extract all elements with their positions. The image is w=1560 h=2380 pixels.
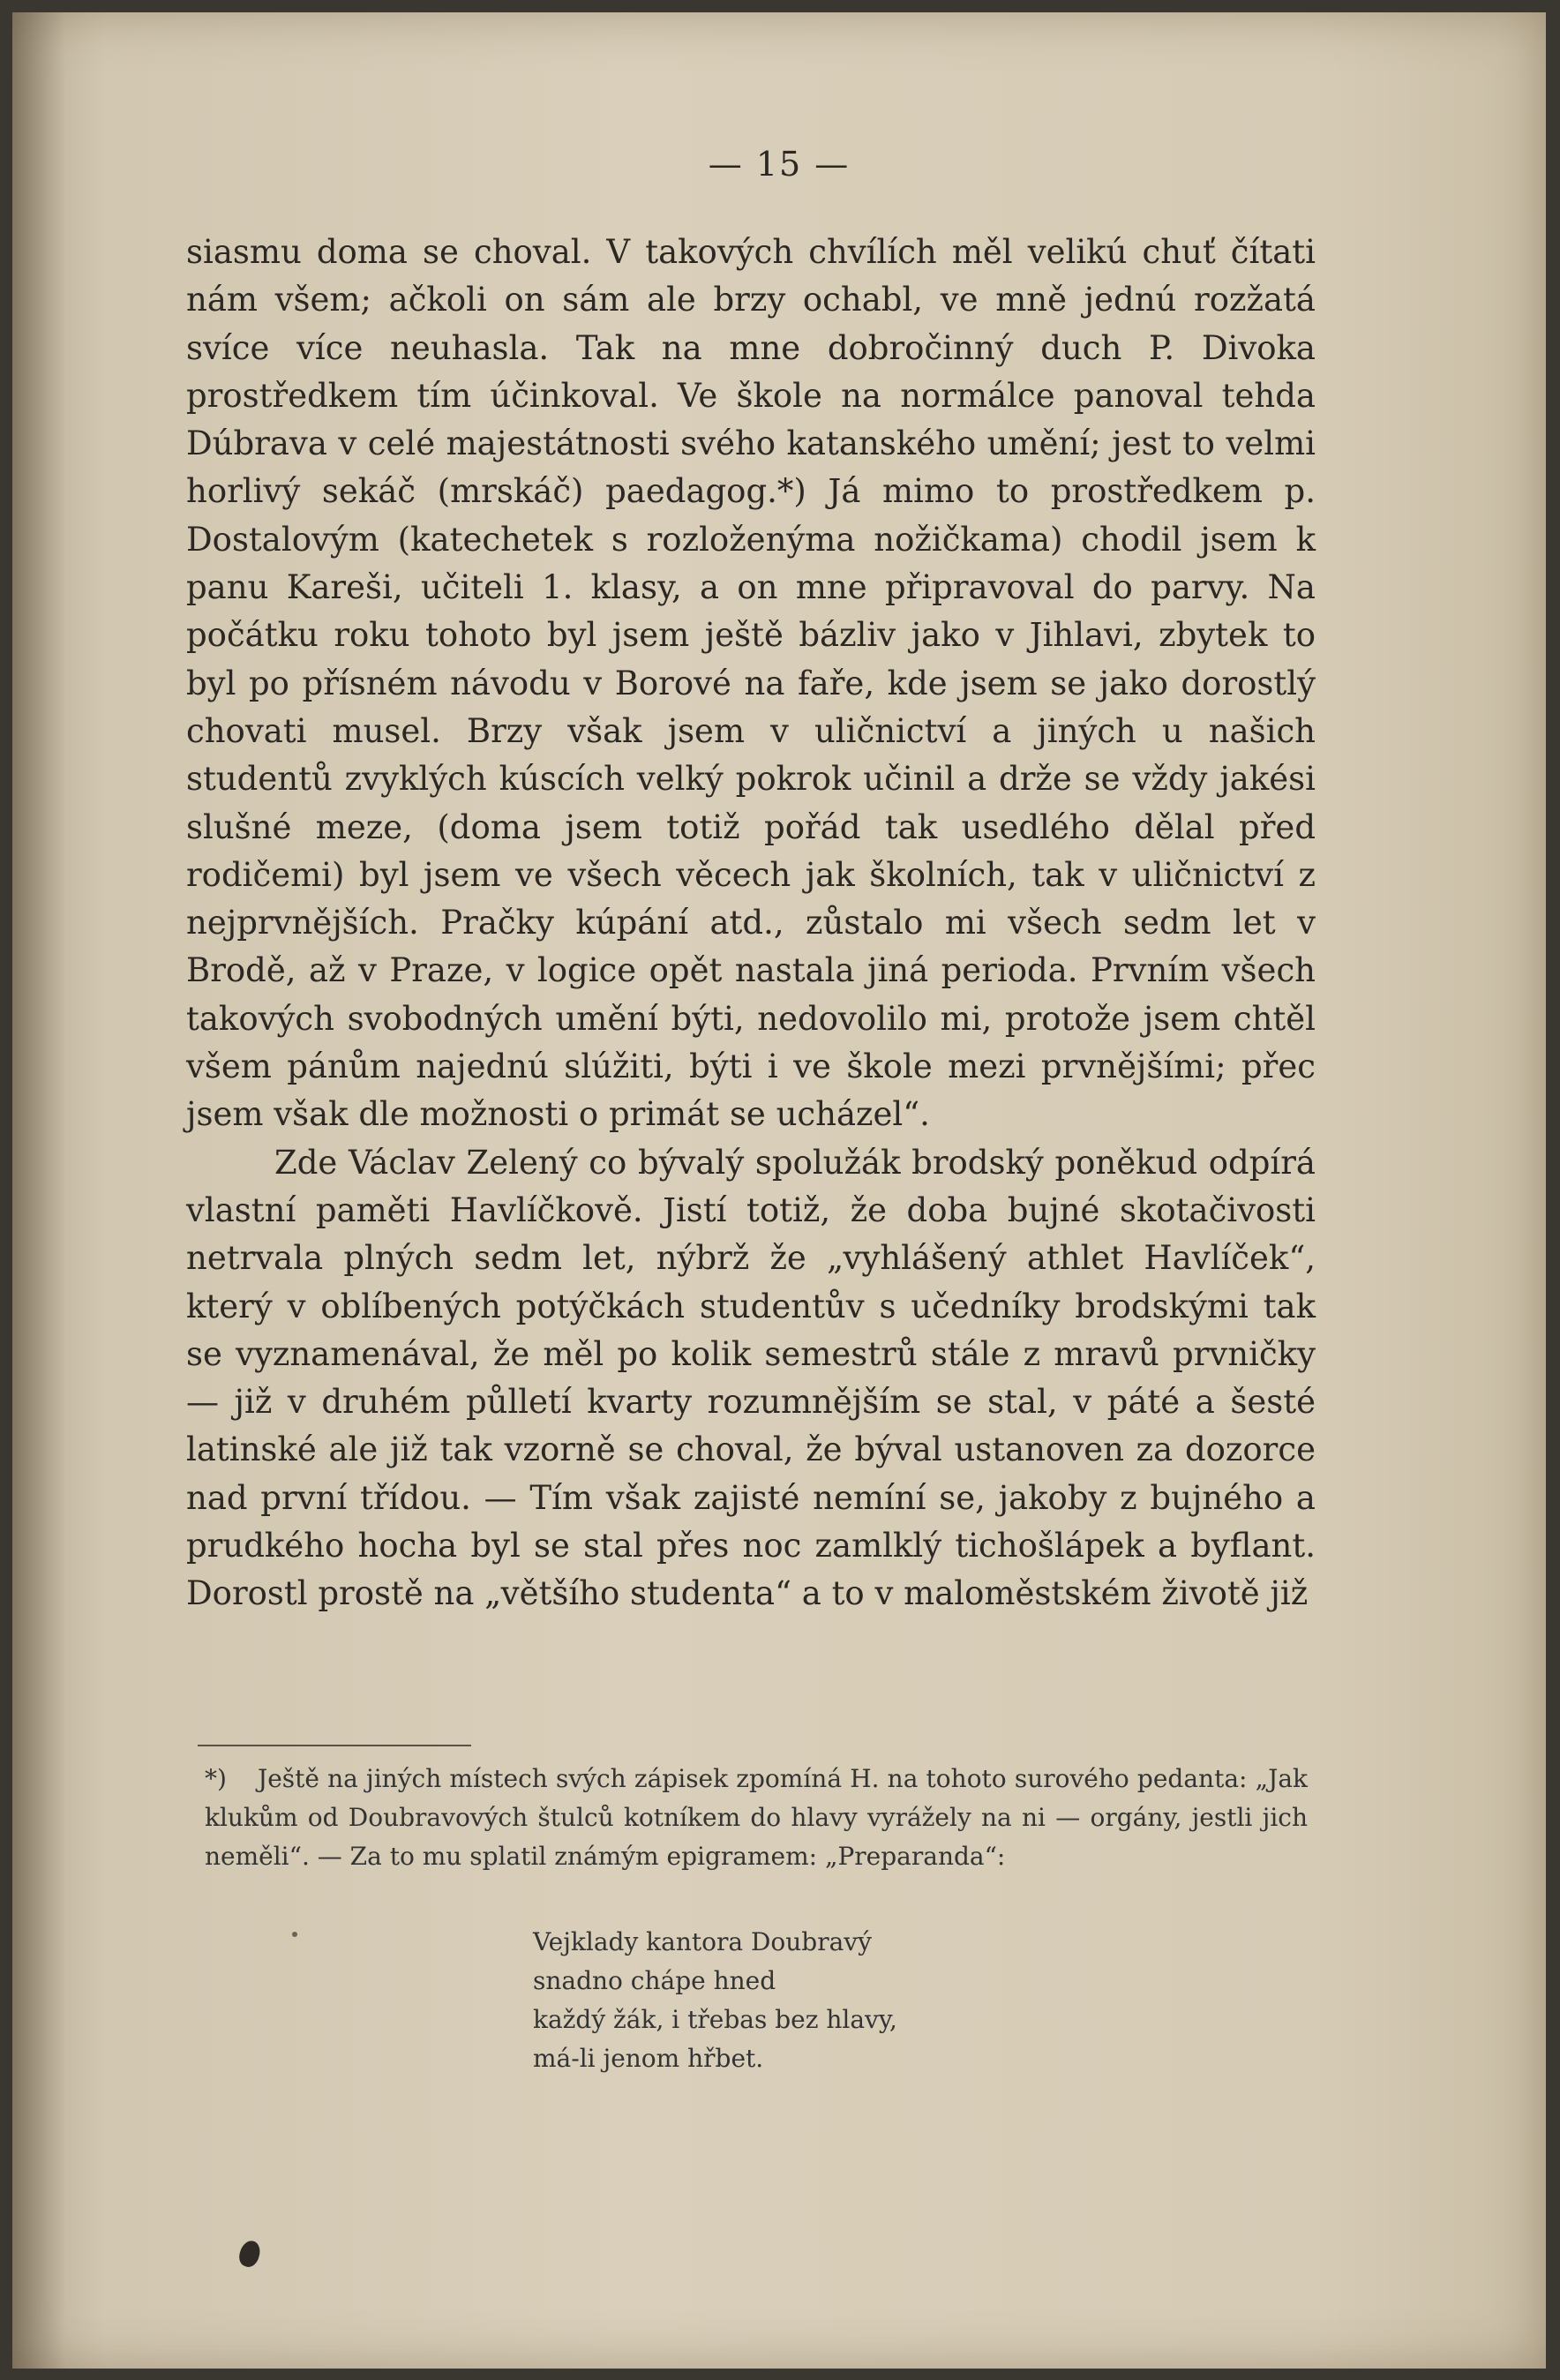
footnote <box>205 1760 1308 1876</box>
ink-spot <box>236 2238 263 2269</box>
poem-line: snadno chápe hned <box>533 1966 776 1995</box>
poem-line: každý žák, i třebas bez hlavy, <box>533 2005 897 2034</box>
book-page <box>12 12 1546 2369</box>
footnote-divider <box>198 1745 471 1746</box>
poem-line: Vejklady kantora Doubravý <box>533 1927 872 1956</box>
main-text <box>186 229 1316 1618</box>
poem-line: má-li jenom hřbet. <box>533 2044 764 2073</box>
epigram-poem <box>533 1923 897 2078</box>
paragraph-2: Zde Václav Zelený co bývalý spolužák brodský poněkud odpírá vlastní paměti Havlíčkově. Jistí totiž, že doba bujné skotačivosti netrvala plných sedm let, nýbrž že „vyhlášený athlet Havlíček“, který v oblíbených potýčkách studentův s učedníky brodskými tak se vyznamenával, že měl po kolik semestrů stále z mravů prvničky — již v druhém půlletí kvarty rozumnějším se stal, v páté a šesté latinské ale již tak vzorně se choval, že býval ustanoven za dozorce nad první třídou. — Tím však zajisté nemíní se, jakoby z bujného a prudkého hocha byl se stal přes noc zamlklý tichošlápek a byflant. Dorostl prostě na „většího studenta“ a to v maloměstském životě již <box>186 1143 1316 1613</box>
page-number: — 15 — <box>708 145 851 184</box>
binding-shadow <box>12 12 65 2369</box>
stray-dot-mark <box>292 1932 297 1937</box>
footnote-marker: *) <box>205 1764 227 1793</box>
paragraph-1: siasmu doma se choval. V takových chvílích měl velikú chuť čítati nám všem; ačkoli on sám ale brzy ochabl, ve mně jednú rozžatá svíce více neuhasla. Tak na mne dobročinný duch P. Divoka prostředkem tím účinkoval. Ve škole na normálce panoval tehda Dúbrava v celé majestátnosti svého katanského umění; jest to velmi horlivý sekáč (mrskáč) paedagog.*) Já mimo to prostředkem p. Dostalovým (katechetek s rozloženýma nožičkama) chodil jsem k panu Kareši, učiteli 1. klasy, a on mne připravoval do parvy. Na počátku roku tohoto byl jsem ještě bázliv jako v Jihlavi, zbytek to byl po přísném návodu v Borové na faře, kde jsem se jako dorostlý chovati musel. Brzy však jsem v uličnictví a jiných u našich studentů zvyklých kúscích velký pokrok učinil a drže se vždy jakési slušné meze, (doma jsem totiž pořád tak usedlého dělal před rodičemi) byl jsem ve všech věcech jak školních, tak v uličnictví z nejprvnějších. Pračky kúpání atd., zůstalo mi všech sedm let v Brodě, až v Praze, v logice opět nastala jiná perioda. Prvním všech takových svobodných umění býti, nedovolilo mi, protože jsem chtěl všem pánům najednú slúžiti, býti i ve škole mezi prvnějšími; přec jsem však dle možnosti o primát se ucházel“. <box>186 233 1316 1134</box>
footnote-text: Ještě na jiných místech svých zápisek zpomíná H. na tohoto surového pedanta: „Jak klukům od Doubravových štulců kotníkem do hlavy vyrážely na ni — orgány, jestli jich neměli“. — Za to mu splatil známým epigramem: „Preparanda“: <box>205 1764 1308 1871</box>
